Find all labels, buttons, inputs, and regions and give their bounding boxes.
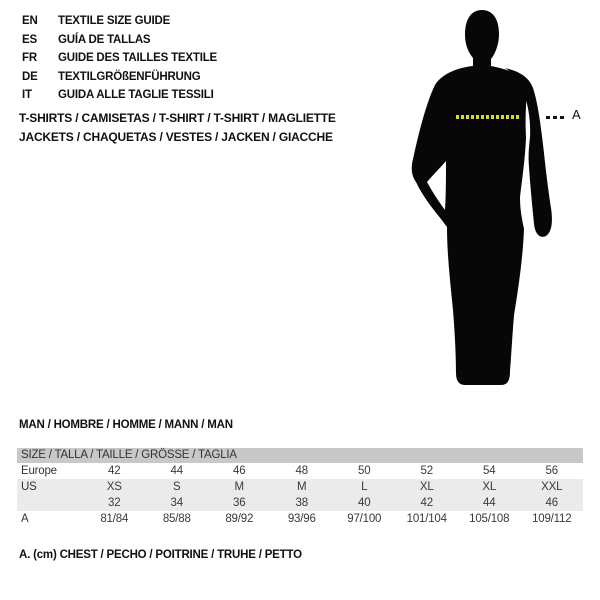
size-value-cell: 97/100 — [347, 513, 382, 525]
size-value-cell: 52 — [420, 465, 433, 477]
row-label — [17, 495, 83, 511]
size-value-cell: XL — [482, 481, 497, 493]
language-guide — [22, 11, 217, 104]
table-row — [17, 479, 583, 495]
size-value-cell: 93/96 — [287, 513, 316, 525]
section-title-man: MAN / HOMBRE / HOMME / MANN / MAN — [19, 419, 233, 431]
size-value-cell: L — [361, 481, 368, 493]
size-value-cell: 38 — [295, 497, 308, 509]
size-value-cell: XL — [419, 481, 434, 493]
language-row — [22, 85, 217, 104]
measure-callout-dashes — [546, 116, 567, 119]
size-value-cell: 40 — [358, 497, 371, 509]
size-value-cell: M — [234, 481, 244, 493]
size-value-cell: XS — [106, 481, 122, 493]
size-value-cell: 44 — [170, 465, 183, 477]
language-label: GUIDA ALLE TAGLIE TESSILI — [58, 89, 214, 101]
language-code: FR — [22, 52, 37, 64]
language-row — [22, 48, 217, 67]
size-value-cell: 42 — [108, 465, 121, 477]
language-code: ES — [22, 33, 37, 46]
size-value-cell: 56 — [545, 465, 558, 477]
silhouette-head — [465, 10, 499, 70]
silhouette-body — [412, 66, 528, 385]
category-heading — [19, 109, 336, 147]
size-value-cell: 101/104 — [406, 513, 447, 525]
language-label: TEXTILE SIZE GUIDE — [58, 15, 171, 27]
size-value-cell: 89/92 — [225, 513, 254, 525]
language-label: GUIDE DES TAILLES TEXTILE — [58, 52, 217, 64]
row-label: Europe — [21, 465, 57, 477]
size-value-cell: 32 — [108, 497, 121, 509]
measurement-footnote: A. (cm) CHEST / PECHO / POITRINE / TRUHE / PETTO — [19, 549, 302, 561]
size-value-cell: 36 — [233, 497, 246, 509]
row-label: US — [21, 481, 37, 493]
language-row — [22, 30, 217, 49]
size-value-cell: 109/112 — [532, 513, 572, 525]
table-row — [17, 495, 583, 511]
language-code: DE — [22, 70, 38, 83]
size-value-cell: 54 — [483, 465, 496, 477]
chest-measure-line — [456, 115, 519, 119]
category-line-jackets: JACKETS / CHAQUETAS / VESTES / JACKEN / GIACCHE — [19, 130, 333, 144]
table-row — [17, 463, 583, 479]
size-table-header: SIZE / TALLA / TAILLE / GRÖSSE / TAGLIA — [17, 448, 583, 463]
size-value-cell: 44 — [483, 497, 496, 509]
size-value-cell: 46 — [545, 497, 558, 509]
size-table-rows — [17, 463, 583, 527]
size-value-cell: M — [297, 481, 307, 493]
language-code: EN — [22, 15, 38, 27]
size-value-cell: 50 — [358, 465, 371, 477]
size-table — [17, 448, 583, 527]
man-silhouette — [395, 5, 595, 400]
row-label: A — [21, 513, 29, 525]
language-label: GUÍA DE TALLAS — [58, 33, 151, 46]
category-line-tshirts: T-SHIRTS / CAMISETAS / T-SHIRT / T-SHIRT / MAGLIETTE — [19, 111, 336, 125]
measure-label-a: A — [572, 107, 581, 122]
size-value-cell: 34 — [170, 497, 183, 509]
language-row — [22, 11, 217, 30]
size-value-cell: 42 — [420, 497, 433, 509]
language-code: IT — [22, 89, 32, 101]
size-value-cell: 81/84 — [100, 513, 129, 525]
size-value-cell: 46 — [233, 465, 246, 477]
size-value-cell: S — [173, 481, 181, 493]
size-value-cell: XXL — [541, 481, 563, 493]
size-value-cell: 105/108 — [469, 513, 510, 525]
size-value-cell: 48 — [295, 465, 308, 477]
language-label: TEXTILGRÖßENFÜHRUNG — [58, 70, 201, 83]
size-value-cell: 85/88 — [162, 513, 191, 525]
table-row — [17, 511, 583, 527]
language-row — [22, 67, 217, 86]
